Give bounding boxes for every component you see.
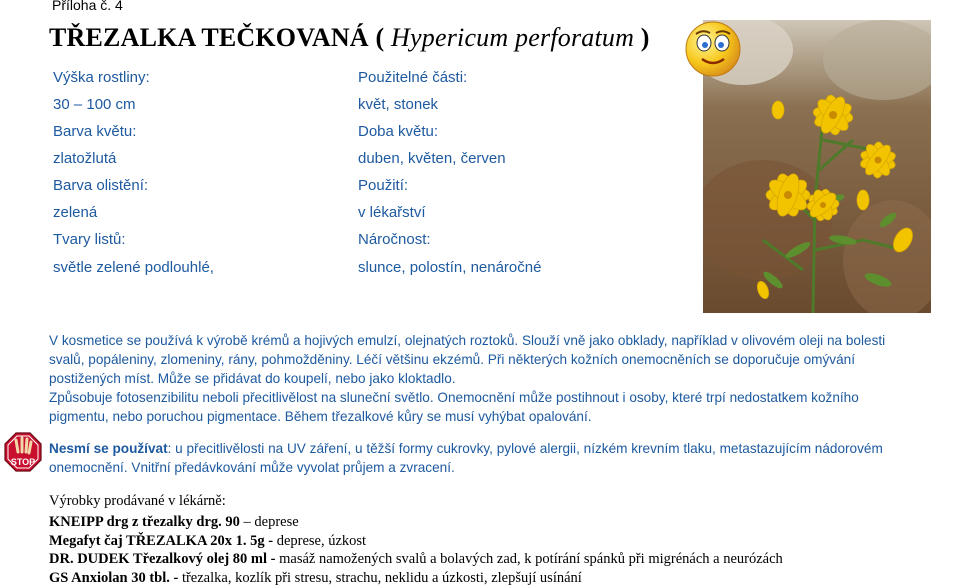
description-line: postižených míst. Může se přidávat do koupelí, nebo jako kloktadlo. (49, 371, 456, 386)
product-item (49, 532, 783, 550)
product-detail: – deprese (239, 514, 299, 531)
attr-flower-color-value: zlatožlutá (53, 150, 117, 167)
warning-line2: onemocnění. Vnitřní předávkování může vyvolat průjem a zvracení. (49, 460, 455, 475)
description-line: svalů, popáleniny, zlomeniny, rány, pohmožděniny. Léčí většinu ekzémů. Při některých kožních onemocněních se doporučuje omývání (49, 352, 855, 367)
attachment-label: Příloha č. 4 (52, 0, 123, 13)
attr-leaf-color-value: zelená (53, 204, 98, 221)
product-detail: deprese, úzkost (273, 532, 367, 549)
attr-leaf-shape-value: světle zelené podlouhlé, (53, 259, 214, 276)
product-item (49, 569, 783, 587)
description-line: pigmentu, nebo poruchou pigmentace. Během třezalkové kůry se musí vyhýbat opalování. (49, 409, 592, 424)
product-detail: třezalka, kozlík při stresu, strachu, neklidu a úzkosti, zlepšují usínání (178, 569, 582, 586)
products-heading: Výrobky prodávané v lékárně: (49, 493, 226, 509)
stop-sign-icon (4, 432, 42, 472)
attr-height-label: Výška rostliny: (53, 69, 150, 86)
attr-use-label: Použití: (358, 177, 409, 194)
product-detail: masáž namožených svalů a bolavých zad, k potírání spánků při migrénách a neurózách (275, 551, 783, 568)
page-title (49, 23, 650, 53)
title-latin-name: Hypericum perforatum (391, 23, 635, 52)
title-main: TŘEZALKA TEČKOVANÁ ( (49, 23, 392, 52)
products-list (49, 492, 783, 587)
description-paragraph (49, 331, 959, 426)
attr-leaf-color-label: Barva olistění: (53, 177, 149, 194)
description-line: Způsobuje fotosenzibilitu neboli přecitlivělost na sluneční světlo. Onemocnění může postihnout i osoby, které trpí nedostatkem kožního (49, 390, 859, 405)
attr-usable-parts-value: květ, stonek (358, 96, 439, 113)
product-name: Megafyt čaj TŘEZALKA 20x 1. 5g - (49, 532, 274, 549)
stop-sign-text: STOP (10, 457, 36, 467)
attr-demands-value: slunce, polostín, nenáročné (358, 259, 542, 276)
attr-leaf-shape-label: Tvary listů: (53, 231, 126, 248)
attr-height-value: 30 – 100 cm (53, 96, 136, 113)
smiley-icon (683, 19, 743, 79)
attr-bloom-time-label: Doba květu: (358, 123, 439, 140)
attr-bloom-time-value: duben, květen, červen (358, 150, 506, 167)
product-item (49, 513, 783, 531)
attr-flower-color-label: Barva květu: (53, 123, 137, 140)
product-name: GS Anxiolan 30 tbl. - (49, 569, 179, 586)
title-close: ) (634, 23, 650, 52)
product-name: KNEIPP drg z třezalky drg. 90 (49, 514, 240, 531)
product-name: DR. DUDEK Třezalkový olej 80 ml - (49, 551, 276, 568)
attr-demands-label: Náročnost: (358, 231, 431, 248)
warning-bold-label: Nesmí se používat (49, 441, 168, 456)
attr-use-value: v lékařství (358, 204, 426, 221)
product-item (49, 550, 783, 568)
description-line: V kosmetice se používá k výrobě krémů a hojivých emulzí, olejnatých roztoků. Slouží vně jako obklady, například v olivovém oleji na bolesti (49, 333, 886, 348)
warning-paragraph (49, 439, 959, 477)
warning-line1: : u přecitlivělosti na UV záření, u těžší formy cukrovky, pylové alergii, nízkém krevním tlaku, metastazujícím nádorovém (167, 441, 883, 456)
attr-usable-parts-label: Použitelné části: (358, 69, 468, 86)
